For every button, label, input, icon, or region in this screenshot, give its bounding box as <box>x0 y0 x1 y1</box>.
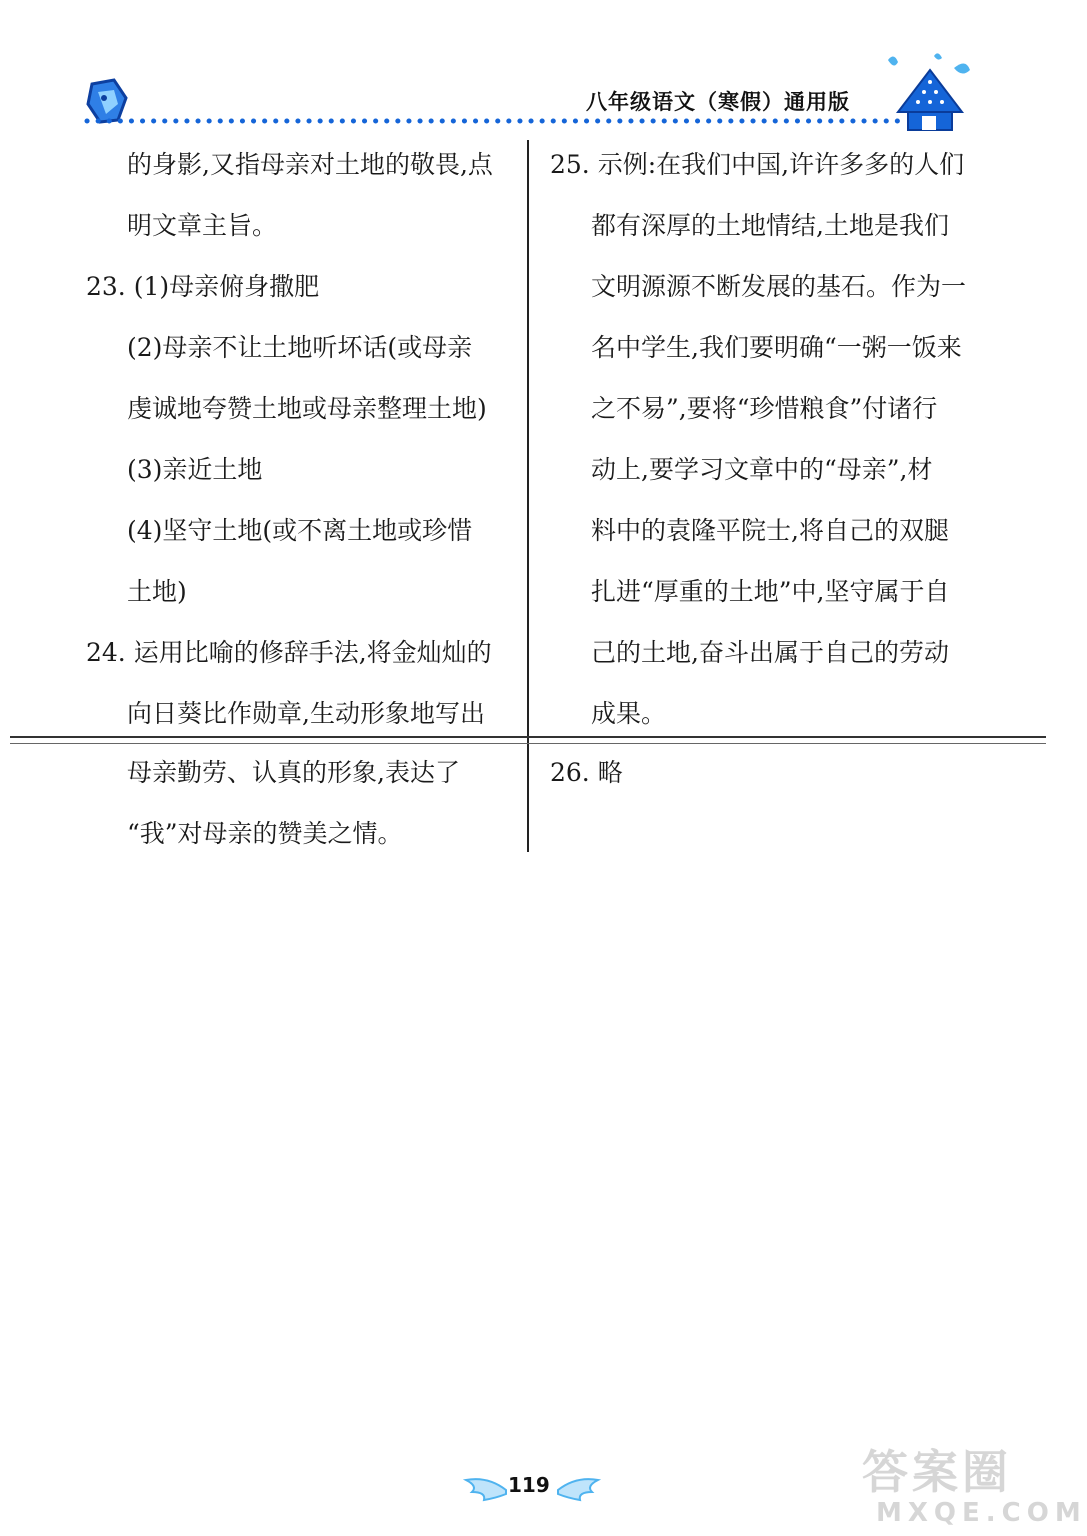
answer-25-line: 25. 示例:在我们中国,许许多多的人们 <box>550 150 965 179</box>
answer-24-line: 24. 运用比喻的修辞手法,将金灿灿的 <box>86 638 492 667</box>
answer-line: (4)坚守土地(或不离土地或珍惜 <box>127 516 473 545</box>
answer-line: 向日葵比作勋章,生动形象地写出 <box>127 699 485 728</box>
answer-line: 文明源源不断发展的基石。作为一 <box>591 272 967 301</box>
answer-23-line: 23. (1)母亲俯身撒肥 <box>86 272 320 301</box>
answer-line: 动上,要学习文章中的“母亲”,材 <box>591 455 933 484</box>
right-column-upper <box>550 134 970 744</box>
answer-line: (2)母亲不让土地听坏话(或母亲 <box>127 333 473 362</box>
column-divider <box>527 140 529 852</box>
answer-line: 成果。 <box>591 699 667 728</box>
answer-line: 之不易”,要将“珍惜粮食”付诸行 <box>591 394 938 423</box>
answer-line: 虔诚地夸赞土地或母亲整理土地) <box>127 394 487 423</box>
watermark-logo-text: 答案圈 <box>862 1445 1012 1499</box>
answer-line: 土地) <box>127 577 187 606</box>
site-watermark <box>862 1446 1087 1528</box>
answer-line: 己的土地,奋斗出属于自己的劳动 <box>591 638 949 667</box>
answer-26-line: 26. 略 <box>550 758 623 787</box>
left-column-lower <box>86 742 506 864</box>
answer-line: “我”对母亲的赞美之情。 <box>127 819 403 848</box>
page-number: 119 <box>508 1473 550 1497</box>
answer-line: (3)亲近土地 <box>127 455 263 484</box>
book-title: 八年级语文（寒假）通用版 <box>586 90 850 114</box>
answer-line: 都有深厚的土地情结,土地是我们 <box>591 211 949 240</box>
answer-line: 母亲勤劳、认真的形象,表达了 <box>127 758 460 787</box>
left-column-upper <box>86 134 506 744</box>
answer-line: 料中的袁隆平院士,将自己的双腿 <box>591 516 949 545</box>
right-column-lower <box>550 742 970 803</box>
answer-line: 明文章主旨。 <box>127 211 278 240</box>
answer-line: 扎进“厚重的土地”中,坚守属于自 <box>591 577 950 606</box>
header-dotted-rule <box>85 116 901 126</box>
answer-line: 的身影,又指母亲对土地的敬畏,点 <box>127 150 493 179</box>
answer-line: 名中学生,我们要明确“一粥一饭来 <box>591 333 962 362</box>
watermark-url: MXQE.COM <box>876 1498 1087 1528</box>
